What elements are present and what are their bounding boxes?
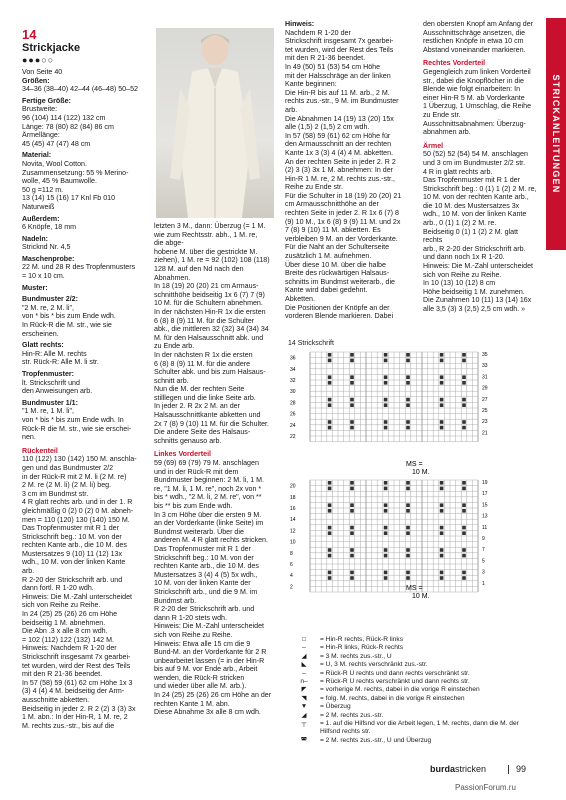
stitch-mark [462,426,466,430]
page-number: 99 [516,764,527,774]
row-number: 11 [482,524,488,531]
stitch-mark [328,353,332,357]
section-text: 34–36 (38–40) 42–44 (46–48) 50–52 [22,85,138,94]
stitch-mark [350,531,354,535]
stitch-mark [384,548,388,552]
legend-symbol-icon: ◣ [301,661,307,669]
section-heading: Rechtes Vorderteil [423,59,486,68]
chart-bottom-grid [290,480,488,592]
stitch-mark [328,503,332,507]
legend-row [288,653,540,661]
section-heading: Material: [22,151,52,160]
row-number: 8 [290,550,293,557]
row-number: 7 [482,547,485,554]
stitch-mark [384,359,388,363]
row-number: 18 [290,494,296,501]
section-heading: Nadeln: [22,234,49,243]
stitch-mark [440,420,444,424]
stitch-mark [406,554,410,558]
stitch-mark [406,403,410,407]
stitch-mark [440,353,444,357]
legend-text: = Hin-R rechts, Rück-R links [320,636,403,643]
row-number: 28 [290,400,296,407]
stitch-mark [440,531,444,535]
chart-label: 14 Strickschrift [288,340,334,347]
watermark: PassionForum.ru [455,783,516,792]
stitch-mark [462,381,466,385]
column-2 [154,222,277,717]
row-number: 22 [290,434,296,440]
column-4-body [423,20,539,314]
row-number: 2 [290,584,293,591]
stitch-mark [384,426,388,430]
stitch-mark [328,487,332,491]
pattern-number: 14 [22,27,37,42]
legend-symbol-icon: ◤ [301,686,307,694]
stitch-mark [462,548,466,552]
row-number: 26 [290,411,296,418]
legend-text: = Hin-R links, Rück-R rechts [320,644,403,652]
legend-row [288,636,540,644]
legend-text: = Rück-R U rechts verschränkt und dann rechts str. [320,678,470,686]
row-number: 29 [482,385,488,392]
stitch-mark [440,403,444,407]
stitch-mark [406,398,410,402]
stitch-mark [350,426,354,430]
stitch-mark [384,531,388,535]
row-number: 9 [482,536,485,542]
stitch-mark [328,576,332,580]
stitch-mark [406,359,410,363]
stitch-mark [406,481,410,485]
stitch-mark [384,481,388,485]
section-text: den obersten Knopf am Anfang der Ausschnittschräge ansetzen, die restlichen Knöpfe in etwa 10 cm Abstand voneinander markieren. [423,20,534,54]
row-number: 32 [290,378,296,384]
legend-symbol-icon: ◚ [300,736,308,744]
column-3-body [285,20,407,321]
stitch-mark [406,531,410,535]
row-number: 15 [482,502,488,509]
model-reference: Von Seite 40 [22,68,63,76]
stitch-mark [440,526,444,530]
section-heading: Größen: [22,76,50,85]
row-number: 21 [482,430,488,437]
stitch-mark [440,554,444,558]
section-text: Nachdem R 1-20 der Strickschrift insgesamt 7x gearbei- tet wurden, wird der Rest des Teils mit den R 21-36 beendet. In 49 (50) 51 (53) 54 cm Höhe mit der Halsschräge an der linken Kante beginnen: Die Hin-R bis auf 11 M. arb., 2 M. rechts zus.-str., 9 M. im Bundmuster arb. Die Abnahmen 14 (19) 13 (20) 15x alle (1,5) 2 (1,5) 2 cm wdh. In 57 (58) 59 (61) 62 cm Höhe für den Armausschnitt an der rechten Kante 1x 3 (3) 4 (4) 4 M. abketten. An der rechten Seite in jeder 2. R 2 (2) 3 (3) 3x 1 M. abnehmen: In der Hin-R 1 M. re, 2 M. rechts zus.-str., Reihe zu Ende str. Für die Schulter in 18 (19) 20 (20) 21 cm Armausschnitthöhe an der rechten Seite in jeder 2. R 1x 6 (7) 8 (9) 10 M., 1x 6 (8) 9 (9) 11 M. und 2x 7 (8) 9 (10) 11 M. abketten. Es verbleiben 9 M. an der Vorderkante. Für die Naht an der Schulterseite zusätzlich 1 M. aufnehmen. Über diese 10 M. über die halbe Breite des rückwärtigen Halsaus- schnitts im Bundmst weiterarb., die Kante wird dabei gedehnt. Abketten. Die Positionen der Knöpfe an der vorderen Blende markieren. Dabei [285,28,402,321]
stitch-mark [350,420,354,424]
section-text: 50 (52) 52 (54) 54 M. anschlagen und 3 cm im Bundmuster 2/2 str. 4 R in glatt rechts arb. Das Tropfenmuster mit R 1 der Strickschrift beg.: 0 (1) 1 (2) 2 M. re, 10 M. von der rechten Kante arb., die 10 M. des Mustersatzes 3x wdh., 10 M. von der linken Kante arb., 0 (1) 1 (2) 2 M. re. Beidseitig 0 (1) 1 (2) 2 M. glatt rechts arb., R 2-20 der Strickschrift arb. und dann noch 1x R 1-20. Hinweis: Die M.-Zahl unterscheidet sich von Reihe zu Reihe. In 10 (13) 10 (12) 8 cm Höhe beidseitig 1 M. zunehmen. Die Zunahmen 10 (11) 13 (14) 16x alle 3,5 (3) 3 (2,5) 2,5 cm wdh. » [423,150,537,313]
stitch-mark [328,426,332,430]
section-text: 110 (122) 130 (142) 150 M. anschla- gen und das Bundmuster 2/2 in der Rück-R mit 2 M. li (2 M. re) 2 M. re (2 M. li) (2 M. li) beg. 3 cm im Bundmst str. 4 R glatt rechts arb. und in der 1. R gleichmäßig 0 (2) 0 (2) 0 M. abneh- men = 110 (120) 130 (140) 150 M. Das Tropfenmuster mit R 1 der Strickschrift beg.: 10 M. von der rechten Kante arb., die 10 M. des Mustersatzes 9 (10) 11 (12) 13x wdh., 10 M. von der linken Kante arb. R 2-20 der Strickschrift arb. und dann fortl. R 1-20 wdh. Hinweis: Die M.-Zahl unterscheidet sich von Reihe zu Reihe. In 24 (25) 25 (26) 26 cm Höhe beidseitig 1 M. abnehmen. Die Abn .3 x alle 8 cm wdh. = 102 (112) 122 (132) 142 M. Hinweis: Nachdem R 1-20 der Strickschrift insgesamt 7x gearbei- tet wurden, wird der Rest des Teils mit den R 21-36 beendet. In 57 (58) 59 (61) 62 cm Höhe 1x 3 (3) 4 (4) 4 M. beidseitig der Arm- ausschnitte abketten. Beidseitig in jeder 2. R 2 (2) 3 (3) 3x 1 M. abn.: In der Hin-R, 1 M. re, 2 M. rechts zus.-str., bis auf die [22,455,137,730]
stitch-mark [406,375,410,379]
stitch-mark [440,426,444,430]
section-heading: Rückenteil [22,446,58,455]
pattern-title: Strickjacke [22,42,81,54]
difficulty-dots: ●●●○○ [22,55,55,65]
stitch-mark [462,576,466,580]
stitch-mark [384,571,388,575]
stitch-mark [406,576,410,580]
stitch-mark [462,526,466,530]
stitch-mark [462,571,466,575]
stitch-mark [350,571,354,575]
ms-label-top: MS = [406,461,423,468]
stitch-mark [350,353,354,357]
sidebar-label: STRICKANLEITUNGEN [551,74,561,194]
stitch-mark [328,481,332,485]
stitch-mark [440,381,444,385]
legend-symbol-icon: ┬ [301,720,307,728]
row-number: 16 [290,506,296,512]
row-number: 36 [290,355,296,362]
legend-row [288,695,540,703]
knitting-chart [288,350,512,630]
stitch-mark [440,576,444,580]
section-heading: Fertige Größe: [22,96,71,105]
stitch-mark [350,509,354,513]
section-heading: Linkes Vorderteil [154,450,212,459]
stitch-mark [384,526,388,530]
stitch-mark [350,487,354,491]
legend-row [288,678,540,686]
footer-brand-word: stricken [455,764,487,774]
row-number: 10 [290,539,296,546]
section-heading: Tropfenmuster: [22,370,75,378]
stitch-mark [462,509,466,513]
stitch-mark [384,503,388,507]
column-1 [22,28,148,730]
stitch-mark [462,531,466,535]
cardigan-photo [156,28,274,218]
column-1-body [22,77,148,731]
row-number: 14 [290,517,296,524]
sidebar-tab [546,18,566,250]
stitch-mark [384,375,388,379]
stitch-mark [462,554,466,558]
stitch-mark [350,381,354,385]
stitch-mark [406,526,410,530]
legend-text: = 2 M. rechts zus.-str. [320,711,384,719]
legend-symbol-icon: ▼ [300,703,308,711]
stitch-mark [384,403,388,407]
section-text: Brustweite: 96 (104) 114 (122) 132 cm Länge: 78 (80) 82 (84) 86 cm Ärmellänge: 45 (45) 47 (47) 48 cm [22,105,114,148]
legend-text: = folg. M. rechts, dabei in die vorige R einstechen [320,694,465,702]
stitch-mark [440,487,444,491]
legend-text: = 2 M. rechts zus.-str., U und Überzug [320,736,432,744]
legend-row [288,670,540,678]
stitch-mark [462,359,466,363]
section-text: letzten 3 M., dann: Überzug (= 1 M. wie zum Rechtsstr. abh., 1 M. re, die abge- hobene M. über die gestrickte M. ziehen), 1 M. re = 92 (102) 108 (118) 128 M. auf den Nd nach den Abnahmen. In 18 (19) 20 (20) 21 cm Armaus- schnitthöhe beidseitig 1x 6 (7) 7 (9) 10 M. für die Schultern abnehmen. In der nächsten Hin-R 1x die ersten 6 (8) 8 (9) 11 M. für die Schulter abk., die mittleren 32 (32) 34 (34) 34 M. für den Halsausschnitt abk. und zu Ende arb. In der nächsten R 1x die ersten 6 (8) 8 (9) 11 M. für die andere Schulter abk. und bis zum Halsaus- schnitt arb. Nun die M. der rechten Seite stilllegen und die linke Seite arb. In jeder 2. R 2x 2 M. an der Halsausschnittkante abketten und 2x 7 (8) 9 (10) 11 M. für die Schulter. Die andere Seite des Halsaus- schnitts genauso arb. [154,222,270,445]
stitch-mark [406,548,410,552]
stitch-mark [328,403,332,407]
row-number: 13 [482,513,488,520]
section-heading: Maschenprobe: [22,254,75,263]
section-text: 59 (69) 69 (79) 79 M. anschlagen und in der Rück-R mit dem Bundmuster beginnen: 2 M. li, 1 M. re, "1 M. li, 1 M. re", noch 2x von * bis * wdh., "2 M. li, 2 M. re", von ** bis ** bis zum Ende wdh. In 3 cm Höhe über die ersten 9 M. an der Vorderkante (linke Seite) im Bundmst weiterarb. Über die anderen M. 4 R glatt rechts stricken. Das Tropfenmuster mit R 1 der Strickschrift beg.: 10 M. von der rechten Kante arb., die 10 M. des Mustersatzes 3 (4) 4 (5) 5x wdh., 10 M. von der linken Kante der Strickschrift arb., und die 9 M. im Bundmst arb. R 2-20 der Strickschrift arb. und dann R 1-20 stets wdh. Hinweis: Die M.-Zahl unterscheidet sich von Reihe zu Reihe. Hinweis: Etwa alle 15 cm die 9 Bund-M. an der Vorderkante für 2 R unbearbeitet lassen (= in der Hin-R bis auf 9 M. vor Ende arb., Arbeit wenden, die Rück-R stricken und wieder über alle M. arb.). In 24 (25) 25 (26) 26 cm Höhe an der rechten Kante 1 M. abn. Diese Abnahme 3x alle 8 cm wdh. [154,459,272,717]
legend-symbol-icon: – [302,644,306,652]
stitch-mark [384,381,388,385]
stitch-mark [328,509,332,513]
legend-text: = 1. auf die Hilfsnd vor die Arbeit legen, 1 M. rechts, dann die M. der Hilfsnd rechts str. [320,720,519,736]
row-number: 20 [290,483,296,490]
stitch-mark [406,420,410,424]
stitch-mark [328,571,332,575]
row-number: 6 [290,562,293,568]
stitch-mark [350,481,354,485]
section-text: Stricknd Nr. 4,5 [22,243,71,252]
stitch-mark [462,403,466,407]
stitch-mark [462,487,466,491]
stitch-mark [328,526,332,530]
stitch-mark [440,359,444,363]
legend-row [288,712,540,720]
row-number: 30 [290,389,296,396]
row-number: 27 [482,396,488,403]
stitch-mark [384,398,388,402]
row-number: 1 [482,580,485,587]
stitch-mark [462,481,466,485]
stitch-mark [350,576,354,580]
stitch-mark [328,531,332,535]
legend-symbol-icon: ◥ [301,694,307,702]
section-text: 22 M. und 28 R des Tropfenmusters = 10 x 10 cm. [22,263,136,281]
legend-text: = 3 M. rechts zus.-str., U [320,652,392,660]
row-number: 35 [482,352,488,358]
stitch-mark [462,353,466,357]
stitch-mark [462,503,466,507]
stitch-mark [350,403,354,407]
row-number: 17 [482,491,488,498]
legend-row [288,720,540,737]
row-number: 5 [482,558,485,565]
stitch-mark [328,398,332,402]
row-number: 12 [290,528,296,535]
legend-row [288,703,540,711]
stitch-mark [350,548,354,552]
stitch-mark [406,426,410,430]
stitch-mark [440,571,444,575]
stitch-mark [350,375,354,379]
legend-row [288,661,540,669]
stitch-mark [384,576,388,580]
stitch-mark [462,375,466,379]
ms-label-bottom: MS = [406,585,423,592]
row-number: 3 [482,569,485,576]
legend-text: = Rück-R U rechts und dann rechts verschränkt str. [320,669,470,677]
stitch-mark [406,353,410,357]
section-heading: Ärmel [423,141,444,150]
column-4 [423,20,539,314]
stitch-mark [350,503,354,507]
row-number: 19 [482,480,488,486]
chart-top-grid [290,352,488,442]
stitch-mark [406,381,410,385]
stitch-mark [328,420,332,424]
stitch-mark [350,526,354,530]
stitch-mark [328,375,332,379]
section-heading: Bundmuster 1/1: [22,398,78,407]
section-text: "2 M. re, 2 M. li", von * bis * bis zum Ende wdh. In Rück-R die M. str., wie sie erscheinen. [22,303,116,338]
legend-symbol-icon: – [302,669,306,677]
section-text: Hin-R: Alle M. rechts str. Rück-R: Alle M. li str. [22,349,99,367]
legend-symbol-icon: □ [302,636,306,643]
stitch-mark [406,487,410,491]
row-number: 34 [290,366,296,373]
section-text: Novita, Wool Cotton. Zusammensetzung: 55 % Merino- wolle, 45 % Baumwolle. 50 g =112 m. 13 (14) 15 (16) 17 Knl Fb 010 Naturweiß [22,159,129,211]
section-heading: Außerdem: [22,214,60,223]
legend-row [288,644,540,652]
stitch-mark [384,487,388,491]
section-heading: Muster: [22,283,48,292]
row-number: 24 [290,422,296,429]
section-text: "1 M. re, 1 M. li", von * bis * bis zum Ende wdh. In Rück-R die M. str., wie sie erschei- nen. [22,407,132,442]
legend-symbol-icon: ◢ [301,652,307,660]
section-heading: Hinweis: [285,20,315,28]
stitch-mark [440,503,444,507]
legend-text: = Überzug [320,703,351,711]
stitch-mark [350,398,354,402]
section-heading: Glatt rechts: [22,341,64,350]
row-number: 31 [482,374,488,381]
legend-symbol-icon: ◢ [301,711,307,719]
row-number: 33 [482,363,488,370]
stitch-mark [384,509,388,513]
ms-value-top: 10 M. [412,469,430,476]
stitch-mark [384,353,388,357]
stitch-mark [406,509,410,513]
stitch-mark [440,375,444,379]
section-text: lt. Strickschrift und den Anweisungen arb. [22,378,93,396]
legend-row [288,686,540,694]
column-2-body [154,222,277,717]
stitch-mark [384,554,388,558]
stitch-mark [350,554,354,558]
symbol-legend [288,636,540,745]
column-3 [285,20,407,321]
stitch-mark [462,420,466,424]
legend-symbol-icon: n– [300,678,308,686]
stitch-mark [328,554,332,558]
stitch-mark [440,398,444,402]
stitch-mark [328,548,332,552]
row-number: 4 [290,573,293,580]
stitch-mark [350,359,354,363]
legend-text: = U, 3 M. rechts verschränkt zus.-str. [320,661,428,669]
section-text: 6 Knöpfe, 18 mm [22,223,77,232]
stitch-mark [328,359,332,363]
stitch-mark [328,381,332,385]
stitch-mark [440,548,444,552]
stitch-mark [384,420,388,424]
section-heading: Bundmuster 2/2: [22,295,78,304]
footer-brand [430,764,486,774]
stitch-mark [406,503,410,507]
row-number: 25 [482,408,488,414]
row-number: 23 [482,419,488,426]
stitch-mark [462,398,466,402]
ms-value-bottom: 10 M. [412,593,430,600]
footer-brand-bold: burda [430,764,456,774]
section-text: Gegengleich zum linken Vorderteil str., dabei die Knopflöcher in die Blende wie folgt einarbeiten: In einer Hin-R 5 M. ab Vorderkante 1 Überzug, 1 Umschlag, die Reihe zu Ende str. Ausschnittsabnahmen: Überzug- abnahmen arb. [423,67,532,137]
model-photo [156,28,274,218]
stitch-mark [440,481,444,485]
legend-text: = vorherige M. rechts, dabei in die vorige R einstechen [320,686,480,694]
legend-row [288,737,540,745]
stitch-mark [440,509,444,513]
stitch-mark [406,571,410,575]
